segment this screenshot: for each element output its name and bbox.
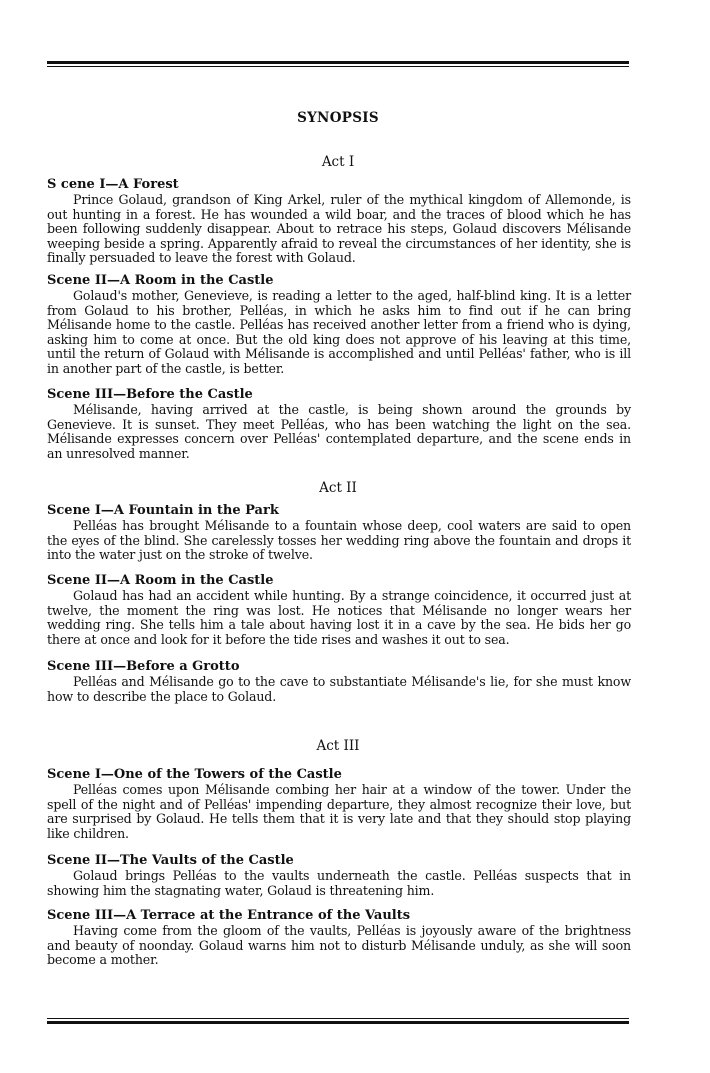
scene-heading: Scene I—One of the Towers of the Castle: [47, 767, 342, 782]
scene-summary: Golaud brings Pelléas to the vaults underneath the castle. Pelléas suspects that in showing him the stagnating water, Golaud is threatening him.: [47, 868, 631, 898]
scene-block: [47, 659, 631, 704]
scene-block: [47, 767, 631, 841]
scene-block: [47, 573, 631, 647]
act-heading: Act III: [316, 738, 360, 754]
scene-block: [47, 273, 631, 377]
scene-summary: Prince Golaud, grandson of King Arkel, ruler of the mythical kingdom of Allemonde, is out hunting in a forest. He has wounded a wild boar, and the traces of blood which he has been following suddenly disappear. About to retrace his steps, Golaud discovers Mélisande weeping beside a spring. Apparently afraid to reveal the circumstances of her identity, she is finally persuaded to leave the forest with Golaud.: [47, 192, 631, 266]
scene-heading: Scene II—The Vaults of the Castle: [47, 853, 294, 868]
scene-summary: Golaud has had an accident while hunting. By a strange coincidence, it occurred just at twelve, the moment the ring was lost. He notices that Mélisande no longer wears her wedding ring. She tells him a tale about having lost it in a cave by the sea. He bids her go there at once and look for it before the tide rises and washes it out to sea.: [47, 588, 631, 647]
top-double-rule: [47, 61, 629, 67]
act-heading: Act II: [319, 480, 357, 496]
scene-heading: Scene I—A Fountain in the Park: [47, 503, 279, 518]
scene-block: [47, 908, 631, 968]
scene-heading: Scene II—A Room in the Castle: [47, 573, 274, 588]
scene-summary: Golaud's mother, Genevieve, is reading a letter to the aged, half-blind king. It is a letter from Golaud to his brother, Pelléas, in which he asks him to find out if he can bring Mélisande home to the castle. Pelléas has received another letter from a friend who is dying, asking him to come at once. But the old king does not approve of his leaving at this time, until the return of Golaud with Mélisande is accomplished and until Pelléas' father, who is ill in another part of the castle, is better.: [47, 288, 631, 376]
scene-block: [47, 503, 631, 563]
scene-block: [47, 387, 631, 461]
bottom-double-rule: [47, 1018, 629, 1024]
scene-summary: Pelléas and Mélisande go to the cave to substantiate Mélisande's lie, for she must know how to describe the place to Golaud.: [47, 674, 631, 704]
scene-summary: Pelléas comes upon Mélisande combing her hair at a window of the tower. Under the spell of the night and of Pelléas' impending departure, they almost recognize their love, but are surprised by Golaud. He tells them that it is very late and that they should stop playing like children.: [47, 782, 631, 841]
scene-heading: Scene II—A Room in the Castle: [47, 273, 274, 288]
scene-summary: Mélisande, having arrived at the castle, is being shown around the grounds by Genevieve. It is sunset. They meet Pelléas, who has been watching the light on the sea. Mélisande expresses concern over Pelléas' contemplated departure, and the scene ends in an unresolved manner.: [47, 402, 631, 461]
scene-block: [47, 853, 631, 898]
act-heading: Act I: [321, 154, 355, 170]
scene-heading: Scene III—Before the Castle: [47, 387, 253, 402]
scene-summary: Pelléas has brought Mélisande to a fountain whose deep, cool waters are said to open the eyes of the blind. She carelessly tosses her wedding ring above the fountain and drops it into the water just on the stroke of twelve.: [47, 518, 631, 563]
scene-heading: Scene III—Before a Grotto: [47, 659, 240, 674]
scene-heading: S cene I—A Forest: [47, 177, 179, 192]
scene-heading: Scene III—A Terrace at the Entrance of the Vaults: [47, 908, 411, 923]
scene-summary: Having come from the gloom of the vaults, Pelléas is joyously aware of the brightness and beauty of noonday. Golaud warns him not to disturb Mélisande unduly, as she will soon become a mother.: [47, 923, 631, 968]
scene-block: [47, 177, 631, 266]
page-title: SYNOPSIS: [297, 110, 379, 126]
